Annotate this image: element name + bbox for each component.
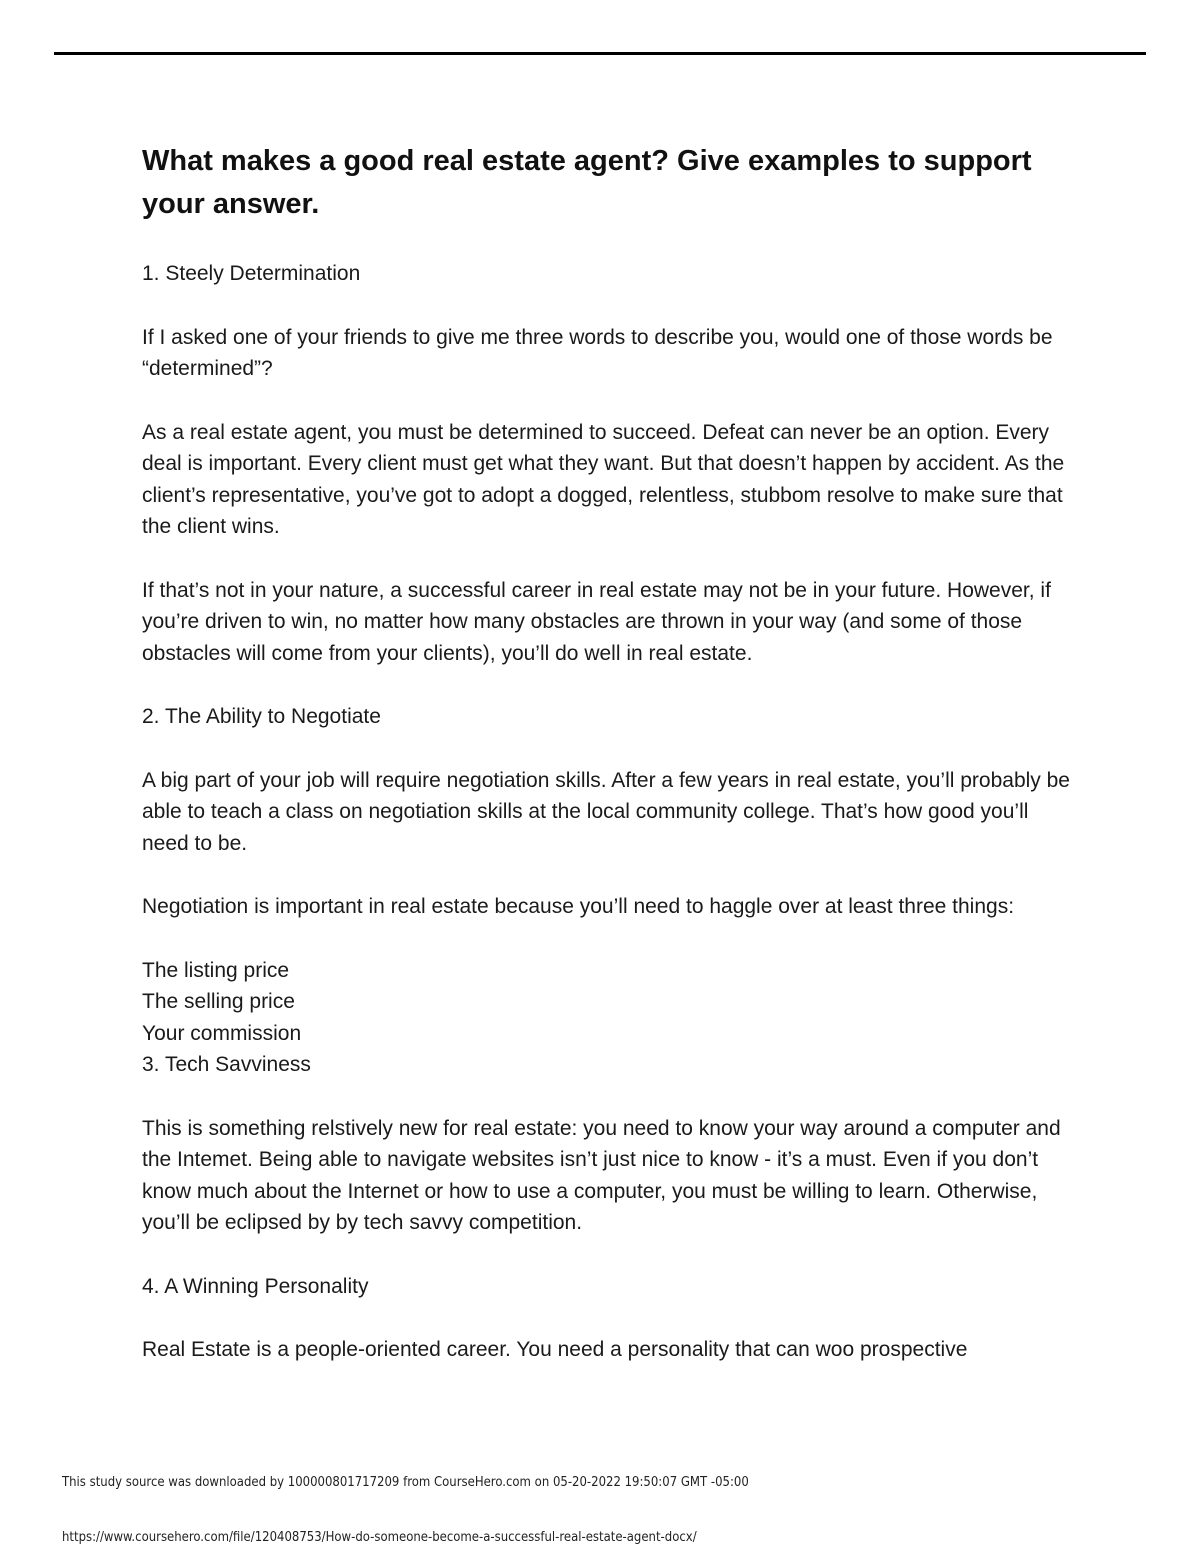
download-notice: This study source was downloaded by 100000801717209 from CourseHero.com on 05-20-2022 19:50:07 GMT -05:00 <box>62 1475 749 1490</box>
section-heading-negotiate: 2. The Ability to Negotiate <box>142 705 381 728</box>
list-item: Your commission <box>142 1021 302 1045</box>
document-title: What makes a good real estate agent? Give examples to support your answer. <box>142 145 1032 220</box>
section-heading-tech: 3. Tech Savviness <box>142 1053 311 1076</box>
list-item: The listing price <box>142 958 290 982</box>
paragraph: As a real estate agent, you must be determined to succeed. Defeat can never be an option. Every deal is important. Every client must get what they want. But that doesn’t happen by accident. As the client’s representative, you’ve got to adopt a dogged, relentless, stubbom resolve to make sure that the client wins. <box>142 420 1065 538</box>
section-heading-determination: 1. Steely Determination <box>142 262 361 285</box>
paragraph: Real Estate is a people-oriented career. You need a personality that can woo prospective <box>142 1338 968 1361</box>
paragraph: This is something relstively new for real estate: you need to know your way around a computer and the Intemet. Being able to navigate websites isn’t just nice to know - it’s a must. Even if you don’t know much about the Internet or how to use a computer, you must be willing to learn. Otherwise, you’ll be eclipsed by by tech savvy competition. <box>142 1116 1061 1234</box>
source-url[interactable]: https://www.coursehero.com/file/120408753/How-do-someone-become-a-successful-real-estate-agent-docx/ <box>62 1530 697 1545</box>
paragraph: Negotiation is important in real estate because you’ll need to haggle over at least three things: <box>142 895 1015 918</box>
paragraph: If that’s not in your nature, a successful career in real estate may not be in your future. However, if you’re driven to win, no matter how many obstacles are thrown in your way (and some of those obstacles will come from your clients), you’ll do well in real estate. <box>142 578 1051 665</box>
top-divider <box>54 52 1146 55</box>
section-heading-personality: 4. A Winning Personality <box>142 1274 369 1298</box>
paragraph: If I asked one of your friends to give me three words to describe you, would one of those words be “determined”? <box>142 325 1053 380</box>
list-item: The selling price <box>142 990 295 1013</box>
paragraph: A big part of your job will require negotiation skills. After a few years in real estate, you’ll probably be able to teach a class on negotiation skills at the local community college. That’s how good you’ll need to be. <box>142 768 1070 855</box>
document-body <box>142 140 1072 1366</box>
